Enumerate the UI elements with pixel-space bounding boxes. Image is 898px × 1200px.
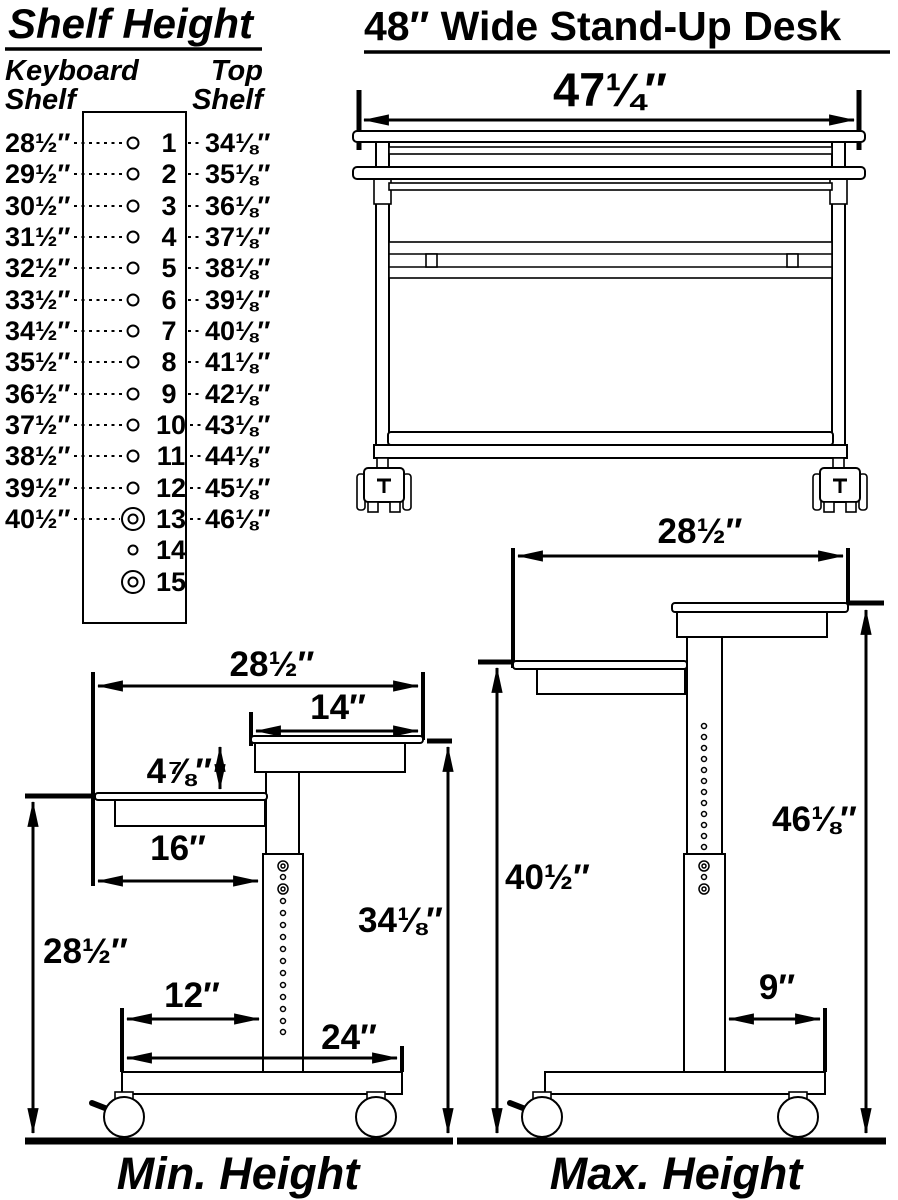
top-height-label: 45⅛″ xyxy=(205,473,271,503)
position-number: 1 xyxy=(161,128,177,158)
leg-collar xyxy=(374,178,391,204)
top-height-label: 43⅛″ xyxy=(205,410,271,440)
col-header-top-2: Shelf xyxy=(192,84,263,116)
view-caption: Max. Height xyxy=(549,1148,803,1199)
keyboard-shelf-bracket xyxy=(537,669,685,694)
adjustment-hole-icon xyxy=(129,546,138,555)
top-height-label: 46⅛″ xyxy=(205,504,271,534)
shelf-height-table xyxy=(5,0,271,623)
adjustment-hole-icon xyxy=(702,834,707,839)
adjustment-hole-icon xyxy=(281,923,286,928)
caster-fork xyxy=(824,502,834,512)
adjustment-hole-icon xyxy=(128,483,139,494)
adjustment-hole-icon xyxy=(281,935,286,940)
adjustment-hole-icon xyxy=(702,845,707,850)
adjustment-hole-icon xyxy=(702,724,707,729)
leg-collar xyxy=(830,178,847,204)
overall-depth-label: 28½″ xyxy=(657,512,743,551)
page-title: 48″ Wide Stand-Up Desk xyxy=(364,3,842,49)
adjustment-hole-icon xyxy=(281,1007,286,1012)
bottom-shelf xyxy=(388,432,833,445)
top-height-label: 38⅛″ xyxy=(205,253,271,283)
table-title: Shelf Height xyxy=(8,0,254,47)
keyboard-height-label: 35½″ xyxy=(5,347,71,377)
base xyxy=(122,1072,402,1094)
top-height-label: 40⅛″ xyxy=(205,316,271,346)
base xyxy=(545,1072,825,1094)
position-number: 15 xyxy=(155,567,187,597)
top-height-label: 36⅛″ xyxy=(205,191,271,221)
adjustment-hole-icon xyxy=(128,326,139,337)
position-number: 11 xyxy=(156,441,186,471)
base-depth-label: 24″ xyxy=(321,1018,377,1057)
position-number: 2 xyxy=(161,159,177,189)
support-rail xyxy=(389,183,832,190)
adjustment-hole-icon xyxy=(281,1030,286,1035)
adjustment-hole-icon xyxy=(702,735,707,740)
adjustment-hole-icon xyxy=(702,864,706,868)
adjustment-hole-icon xyxy=(281,875,286,880)
adjustment-hole-icon xyxy=(128,138,139,149)
adjustment-hole-icon xyxy=(128,263,139,274)
caster-wheel-icon xyxy=(104,1097,144,1137)
position-number: 5 xyxy=(161,253,177,283)
adjustment-hole-icon xyxy=(702,768,707,773)
top-shelf xyxy=(353,131,865,142)
position-number: 14 xyxy=(155,535,187,565)
position-number: 8 xyxy=(161,347,177,377)
top-shelf xyxy=(251,736,423,743)
keyboard-height-label: 33½″ xyxy=(5,285,71,315)
table-row xyxy=(5,504,271,534)
top-height-label: 34⅛″ xyxy=(358,901,443,940)
top-height-label: 44⅛″ xyxy=(205,441,271,471)
view-caption: Min. Height xyxy=(116,1148,360,1199)
adjustment-hole-icon xyxy=(281,864,285,868)
base-bar xyxy=(374,445,847,458)
col-header-top: Top xyxy=(210,55,263,87)
column-inner xyxy=(266,772,299,856)
caster-fork xyxy=(390,502,400,512)
top-height-label: 35⅛″ xyxy=(205,159,271,189)
keyboard-height-label: 29½″ xyxy=(5,159,71,189)
min-height-view xyxy=(25,645,453,1199)
position-number: 9 xyxy=(161,379,177,409)
caster-front-icon xyxy=(357,468,411,512)
keyboard-shelf-bracket xyxy=(115,800,265,826)
adjustment-hole-icon xyxy=(702,875,707,880)
keyboard-shelf xyxy=(513,661,687,669)
col-header-keyboard: Keyboard xyxy=(5,55,139,87)
adjustment-hole-icon xyxy=(702,779,707,784)
max-height-view xyxy=(457,512,886,1199)
col-header-keyboard-2: Shelf xyxy=(5,84,76,116)
top-height-label: 41⅛″ xyxy=(205,347,271,377)
keyboard-height-label: 39½″ xyxy=(5,473,71,503)
adjustment-hole-icon xyxy=(281,995,286,1000)
keyboard-height-label: 40½″ xyxy=(505,858,590,897)
brace-joint xyxy=(787,254,798,267)
adjustment-hole-selected-icon xyxy=(129,515,138,524)
brace-joint xyxy=(426,254,437,267)
position-number: 6 xyxy=(161,285,177,315)
shelf-offset-label: 4⅞″ xyxy=(146,752,212,791)
caster-offset-label: 12″ xyxy=(164,976,220,1015)
position-number: 13 xyxy=(155,504,187,534)
cross-brace xyxy=(389,242,832,278)
keyboard-height-label: 28½″ xyxy=(5,128,71,158)
caster-front-icon xyxy=(813,468,867,512)
adjustment-hole-icon xyxy=(128,169,139,180)
position-number: 7 xyxy=(161,316,177,346)
keyboard-height-label: 38½″ xyxy=(5,441,71,471)
keyboard-height-label: 31½″ xyxy=(5,222,71,252)
keyboard-height-label: 34½″ xyxy=(5,316,71,346)
adjustment-hole-icon xyxy=(702,823,707,828)
adjustment-hole-icon xyxy=(128,451,139,462)
adjustment-hole-icon xyxy=(281,983,286,988)
keyboard-depth-label: 16″ xyxy=(150,829,206,868)
caster-fork xyxy=(846,502,856,512)
caster-wheel-icon xyxy=(356,1097,396,1137)
keyboard-shelf xyxy=(95,793,267,800)
adjustment-hole-icon xyxy=(702,746,707,751)
front-view xyxy=(353,3,890,512)
position-number: 12 xyxy=(155,473,187,503)
top-shelf-depth-label: 14″ xyxy=(310,688,366,727)
caster-wheel-icon xyxy=(522,1097,562,1137)
adjustment-hole-icon xyxy=(128,232,139,243)
adjustment-hole-icon xyxy=(281,959,286,964)
top-shelf-bracket xyxy=(255,743,405,772)
adjustment-hole-icon xyxy=(281,887,285,891)
keyboard-height-label: 28½″ xyxy=(43,932,128,971)
adjustment-hole-icon xyxy=(702,812,707,817)
adjustment-hole-selected-icon xyxy=(129,578,138,587)
caster-fork xyxy=(368,502,378,512)
adjustment-hole-icon xyxy=(128,420,139,431)
keyboard-shelf xyxy=(353,167,865,179)
position-number: 4 xyxy=(161,222,177,252)
adjustment-hole-icon xyxy=(281,911,286,916)
adjustment-hole-icon xyxy=(128,295,139,306)
adjustment-hole-icon xyxy=(128,357,139,368)
adjustment-hole-icon xyxy=(702,790,707,795)
top-shelf-bracket xyxy=(677,612,827,637)
caster-offset-label: 9″ xyxy=(758,968,796,1007)
keyboard-height-label: 37½″ xyxy=(5,410,71,440)
keyboard-height-label: 40½″ xyxy=(5,504,71,534)
adjustment-hole-icon xyxy=(281,1019,286,1024)
top-height-label: 42⅛″ xyxy=(205,379,271,409)
keyboard-height-label: 30½″ xyxy=(5,191,71,221)
adjustment-hole-icon xyxy=(128,201,139,212)
adjustment-hole-icon xyxy=(281,899,286,904)
adjustment-hole-icon xyxy=(702,887,706,891)
top-height-label: 37⅛″ xyxy=(205,222,271,252)
position-number: 3 xyxy=(161,191,177,221)
keyboard-height-label: 32½″ xyxy=(5,253,71,283)
top-height-label: 39⅛″ xyxy=(205,285,271,315)
keyboard-height-label: 36½″ xyxy=(5,379,71,409)
overall-depth-label: 28½″ xyxy=(229,645,315,684)
position-number: 10 xyxy=(155,410,187,440)
adjustment-hole-icon xyxy=(281,947,286,952)
adjustment-hole-icon xyxy=(281,971,286,976)
adjustment-hole-icon xyxy=(702,801,707,806)
top-shelf xyxy=(672,603,848,612)
top-height-label: 34⅛″ xyxy=(205,128,271,158)
caster-wheel-icon xyxy=(778,1097,818,1137)
support-rail xyxy=(389,147,832,154)
width-dimension-label: 47¼″ xyxy=(553,63,667,116)
adjustment-hole-icon xyxy=(128,389,139,400)
top-height-label: 46⅛″ xyxy=(772,800,857,839)
adjustment-hole-icon xyxy=(702,757,707,762)
